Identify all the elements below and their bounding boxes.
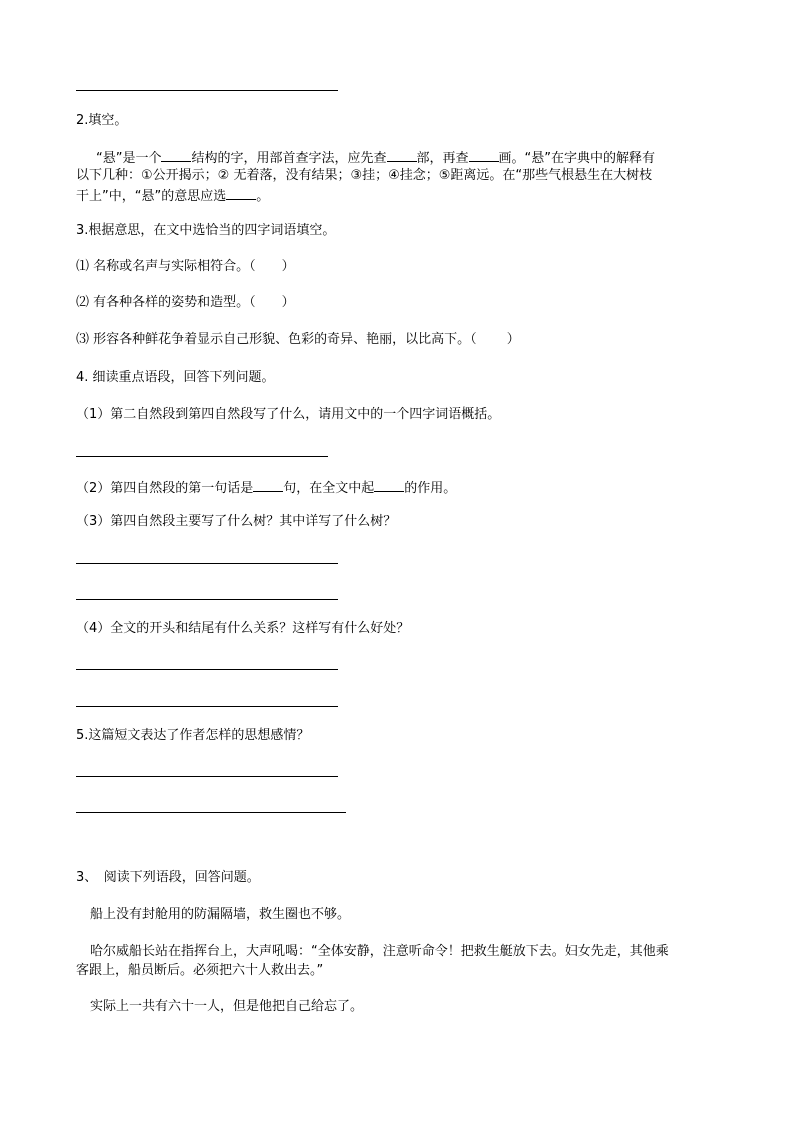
fill-blank-radical[interactable] — [387, 148, 417, 162]
fill-blank-function[interactable] — [374, 478, 404, 492]
passage-paragraph-2-line-1: 哈尔威船长站在指挥台上，大声吼喝：“全体安静，注意听命令！把救生艇放下去。妇女先走，其他乘 — [90, 944, 669, 959]
fill-blank-structure[interactable] — [161, 148, 191, 162]
q4-text: （2）第四自然段的第一句话是 — [76, 481, 254, 496]
q2-line1 — [96, 148, 655, 167]
answer-line[interactable] — [76, 90, 338, 91]
q4-text: 的作用。 — [404, 481, 457, 496]
q4-sub2 — [76, 478, 456, 497]
answer-line[interactable] — [76, 812, 346, 813]
q3-item-1: ⑴ 名称或名声与实际相符合。（ ） — [76, 259, 295, 274]
passage-paragraph-1: 船上没有封舱用的防漏隔墙，救生圈也不够。 — [90, 907, 351, 922]
q4-sub3: （3）第四自然段主要写了什么树？其中详写了什么树？ — [76, 514, 397, 529]
q2-line2: 以下几种：①公开揭示；② 无着落，没有结果；③挂；④挂念；⑤距离远。在“那些气根悬生在大树枝 — [76, 168, 653, 183]
q2-title: 2.填空。 — [76, 113, 128, 128]
q4-sub1: （1）第二自然段到第四自然段写了什么，请用文中的一个四字词语概括。 — [76, 407, 501, 422]
passage-paragraph-2-line-2: 客跟上，船员断后。必须把六十人救出去。” — [76, 963, 324, 978]
q2-line3 — [76, 186, 269, 205]
q2-text: 部，再查 — [416, 151, 469, 166]
q2-text: 干上”中，“悬”的意思应选 — [76, 189, 227, 204]
q2-text: “悬”是一个 — [96, 151, 162, 166]
q4-text: 句，在全文中起 — [283, 481, 375, 496]
q5-title: 5.这篇短文表达了作者怎样的思想感情？ — [76, 728, 310, 743]
q4-title: 4. 细读重点语段，回答下列问题。 — [76, 370, 275, 385]
q3-item-2: ⑵ 有各种各样的姿势和造型。（ ） — [76, 295, 295, 310]
fill-blank-strokes[interactable] — [469, 148, 499, 162]
q2-text: 结构的字，用部首查字法，应先查 — [191, 151, 387, 166]
q4-sub4: （4）全文的开头和结尾有什么关系？这样写有什么好处？ — [76, 621, 410, 636]
q2-text: 。 — [256, 189, 270, 204]
passage-paragraph-3: 实际上一共有六十一人，但是他把自己给忘了。 — [90, 999, 364, 1014]
answer-line[interactable] — [76, 669, 338, 670]
q3-item-3: ⑶ 形容各种鲜花争着显示自己形貌、色彩的奇异、艳丽，以比高下。（ ） — [76, 332, 520, 347]
answer-line[interactable] — [76, 706, 338, 707]
section3-heading: 3、 阅读下列语段，回答问题。 — [76, 870, 260, 885]
answer-line[interactable] — [76, 776, 338, 777]
answer-line[interactable] — [76, 563, 338, 564]
fill-blank-sentence-type[interactable] — [253, 478, 283, 492]
answer-line[interactable] — [76, 599, 338, 600]
answer-line[interactable] — [76, 456, 328, 457]
q2-text: 画。“悬”在字典中的解释有 — [498, 151, 655, 166]
fill-blank-meaning[interactable] — [226, 186, 256, 200]
q3-title: 3.根据意思，在文中选恰当的四字词语填空。 — [76, 223, 336, 238]
